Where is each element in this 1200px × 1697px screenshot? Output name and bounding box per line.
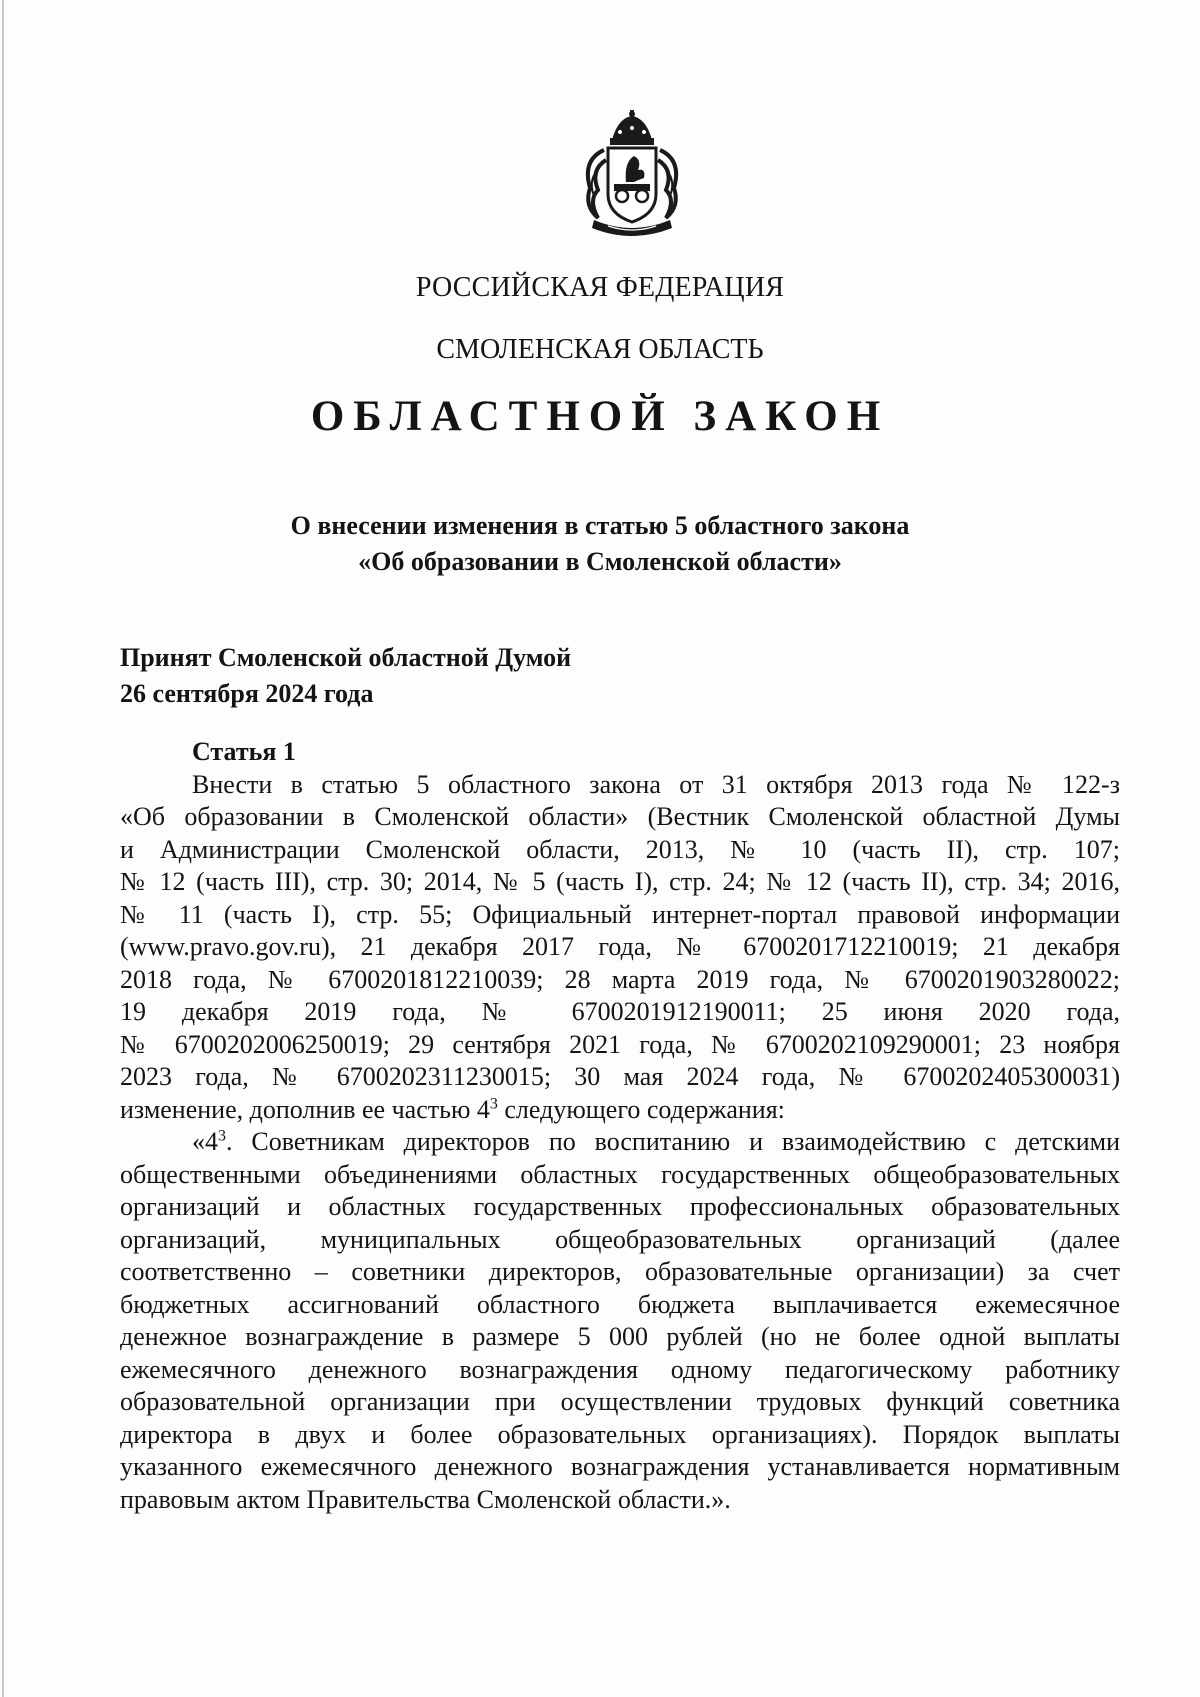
article-paragraph-1 [120,769,1120,1127]
text-line: 19 декабря 2019 года, № 6700201912190011; 25 июня 2020 года, [120,997,1120,1026]
text-line: № 11 (часть I), стр. 55; Официальный интернет-портал правовой информации [120,899,1120,929]
text-line [120,1094,1120,1127]
superscript: 3 [489,1094,498,1112]
text-line: (www.pravo.gov.ru), 21 декабря 2017 года, № 6700201712210019; 21 декабря [120,932,1120,961]
text-line: денежное вознаграждение в размере 5 000 рублей (но не более одной выплаты [120,1322,1120,1351]
text-line: директора в двух и более образовательных организациях). Порядок выплаты [120,1419,1120,1449]
text-line [120,1126,1120,1159]
text-line: 2023 года, № 6700202311230015; 30 мая 2024 года, № 6700202405300031) [120,1062,1120,1091]
text-line: общественными объединениями областных государственных общеобразовательных [120,1159,1120,1189]
region-title: СМОЛЕНСКАЯ ОБЛАСТЬ [436,334,764,365]
text-line: № 12 (часть III), стр. 30; 2014, № 5 (часть I), стр. 24; № 12 (часть II), стр. 34; 2016, [120,867,1120,896]
scan-edge [2,0,4,1697]
text-run: следующего содержания: [497,1094,785,1124]
text-line: 2018 года, № 6700201812210039; 28 марта 2019 года, № 6700201903280022; [120,964,1120,994]
text-line: «Об образовании в Смоленской области» (Вестник Смоленской областной Думы [120,802,1120,831]
text-line: организаций, муниципальных общеобразовательных организаций (далее [120,1224,1120,1254]
superscript: 3 [218,1127,226,1145]
law-subject-line: «Об образовании в Смоленской области» [358,547,842,576]
text-line: и Администрации Смоленской области, 2013, № 10 (часть II), стр. 107; [120,834,1120,864]
article-1 [120,736,1120,1516]
coat-of-arms-emblem [568,110,696,240]
text-line: организаций и областных государственных профессиональных образовательных [120,1192,1120,1221]
text-line: образовательной организации при осуществлении трудовых функций советника [120,1387,1120,1416]
text-line: ежемесячного денежного вознаграждения одному педагогическому работнику [120,1354,1120,1384]
law-subject-line: О внесении изменения в статью 5 областного закона [290,511,910,540]
adoption-body: Принят Смоленской областной Думой [120,643,572,672]
text-line: Внести в статью 5 областного закона от 31 октября 2013 года № 122-з [192,769,1120,799]
text-run: . Советникам директоров по воспитанию и взаимодействию с детскими [226,1127,1120,1156]
text-line: № 6700202006250019; 29 сентября 2021 года, № 6700202109290001; 23 ноября [120,1029,1120,1059]
text-line: указанного ежемесячного денежного вознаграждения устанавливается нормативным [120,1452,1120,1481]
text-run: изменение, дополнив ее частью 4 [120,1094,490,1124]
text-line: соответственно – советники директоров, образовательные организации) за счет [120,1257,1120,1286]
law-subject [0,508,1200,580]
text-run: «4 [192,1127,218,1156]
text-line: бюджетных ассигнований областного бюджета выплачивается ежемесячное [120,1289,1120,1319]
document-type-title: ОБЛАСТНОЙ ЗАКОН [310,393,890,440]
adoption-date: 26 сентября 2024 года [120,679,374,708]
text-line: правовым актом Правительства Смоленской области.». [120,1484,731,1514]
article-paragraph-2 [120,1126,1120,1516]
federation-title: РОССИЙСКАЯ ФЕДЕРАЦИЯ [415,272,785,303]
article-heading: Статья 1 [192,737,296,766]
adoption-statement [120,640,571,712]
